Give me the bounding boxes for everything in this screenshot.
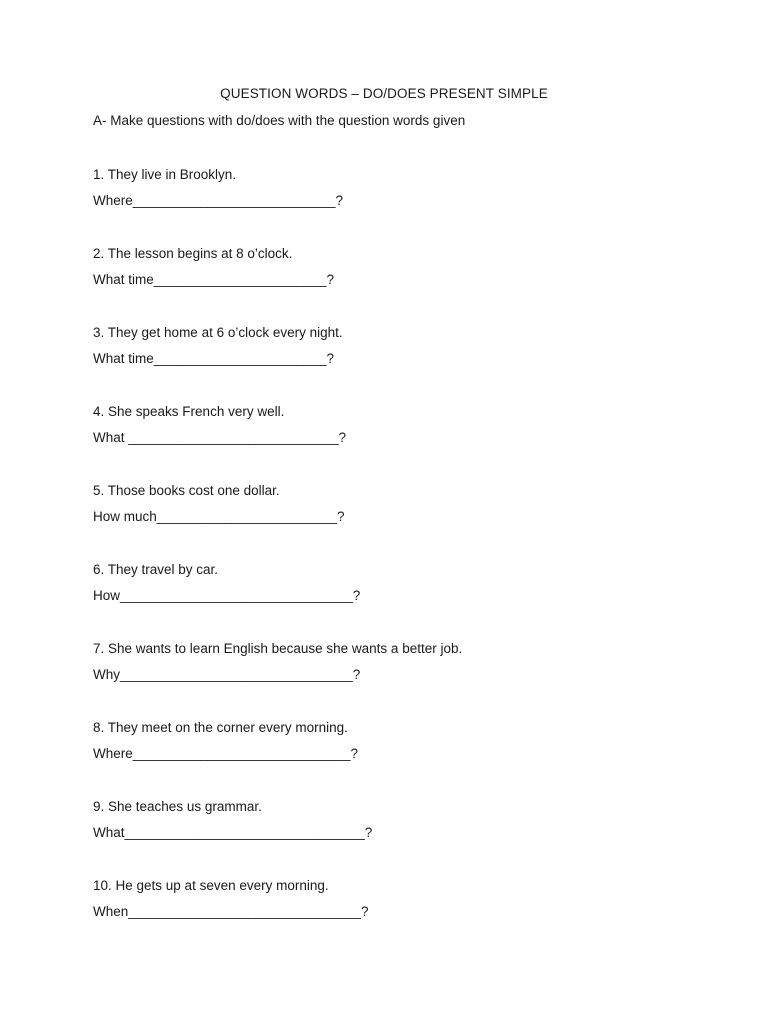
exercise-sentence: 9. She teaches us grammar. [93, 799, 262, 814]
exercise-sentence: 10. He gets up at seven every morning. [93, 878, 329, 893]
exercise-sentence: 5. Those books cost one dollar. [93, 483, 280, 498]
exercise-sentence: 1. They live in Brooklyn. [93, 167, 237, 182]
instruction-text: A- Make questions with do/does with the question words given [93, 113, 466, 128]
exercise-item-5 [93, 482, 344, 525]
exercise-sentence: 4. She speaks French very well. [93, 404, 285, 419]
answer-blank-line: When_______________________________? [93, 904, 369, 919]
answer-blank-line: Where___________________________? [93, 193, 343, 208]
exercise-item-4 [93, 403, 346, 446]
exercise-item-6 [93, 561, 360, 604]
answer-blank-line: How much________________________? [93, 509, 345, 524]
exercise-sentence: 7. She wants to learn English because she wants a better job. [93, 641, 463, 656]
exercise-sentence: 2. The lesson begins at 8 o’clock. [93, 246, 293, 261]
exercise-item-3 [93, 324, 343, 367]
exercise-item-7 [93, 640, 462, 683]
answer-blank-line: Why_______________________________? [93, 667, 361, 682]
exercise-sentence: 6. They travel by car. [93, 562, 219, 577]
answer-blank-line: What________________________________? [93, 825, 373, 840]
exercise-sentence: 3. They get home at 6 o’clock every night. [93, 325, 343, 340]
answer-blank-line: How_______________________________? [93, 588, 361, 603]
exercise-sentence: 8. They meet on the corner every morning. [93, 720, 348, 735]
exercise-item-8 [93, 719, 358, 762]
answer-blank-line: What ____________________________? [93, 430, 346, 445]
exercise-item-10 [93, 877, 369, 920]
exercise-item-1 [93, 166, 343, 209]
exercise-item-9 [93, 798, 372, 841]
exercise-item-2 [93, 245, 334, 288]
answer-blank-line: What time_______________________? [93, 272, 334, 287]
page-title: QUESTION WORDS – DO/DOES PRESENT SIMPLE [220, 86, 548, 101]
answer-blank-line: Where_____________________________? [93, 746, 359, 761]
answer-blank-line: What time_______________________? [93, 351, 334, 366]
